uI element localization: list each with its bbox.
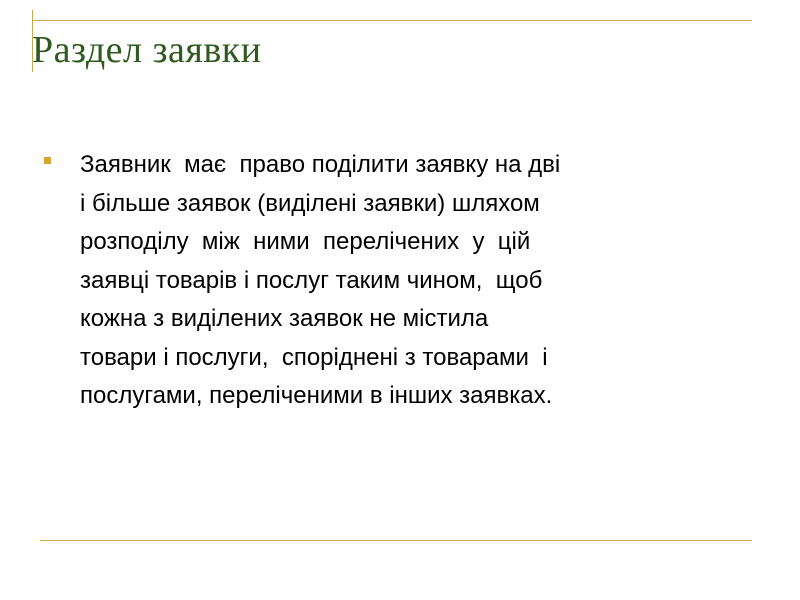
bullet-line: і більше заявок (виділені заявки) шляхом (80, 189, 540, 217)
square-bullet-icon (44, 157, 51, 164)
top-divider (32, 20, 752, 21)
bottom-divider (40, 540, 752, 541)
bullet-line: товари і послуги, споріднені з товарами і (80, 343, 548, 371)
bullet-line: кожна з виділених заявок не містила (80, 305, 489, 332)
bullet-line: послугами, переліченими в інших заявках. (80, 382, 553, 409)
slide-title: Раздел заявки (32, 29, 262, 71)
bullet-line: Заявник має право поділити заявку на дві (80, 151, 561, 178)
bullet-line: розподілу між ними перелічених у цій (80, 228, 531, 255)
bullet-line: заявці товарів і послуг таким чином, щоб (80, 266, 543, 294)
bullet-text (80, 146, 748, 416)
